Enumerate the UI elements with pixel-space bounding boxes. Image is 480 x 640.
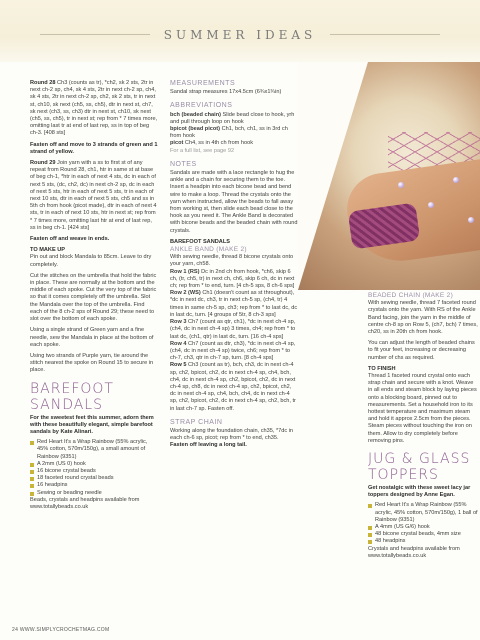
barefoot-sandals-title: BAREFOOT SANDALS (30, 380, 114, 413)
measurements-heading: MEASUREMENTS (170, 80, 236, 87)
crystal-bead (428, 202, 434, 208)
header-band (0, 0, 480, 62)
list-item: Sewing or beading needle (30, 490, 158, 497)
jug-materials-list (368, 502, 478, 545)
sandals-intro: For the sweetest feet this summer, adorn them with these beautifully elegant, simple barefoot sandals by Kate Alinari. (30, 414, 154, 435)
beaded-text: With sewing needle, thread 7 faceted round crystals onto the yarn. With RS of the Ankle Band facing, join the yarn in the middle of centre ch-8 sp on Row 5, (ch7, bch) 7 times, ch20, ss in 20th ch from hook. (368, 300, 478, 336)
round-29: Round 29 Join yarn with a ss to first st of any repeat from Round 28, ch1, htr in same st at base of beg ch-1, *htr in each of next 4 sts, dc in each of next 5 sts, (dc, ch2, dc) in next ch-2 sp, dc in each of next 5 sts, htr in each of next 5 sts, tr in each of next 10 sts, dtr in each of next 5 sts, ch5 and ss in 5th ch from hook (picot made), dtr in each of next 4 sts, tr in each of next 10 sts, htr in next st; rep from * 7 times more, omitting last htr at end of last rep, ss in beg ch-1. [424 sts] (30, 160, 157, 231)
abbr-item: bpicot (bead picot) Ch1, bch, ch1, ss in 3rd ch from hook (170, 126, 288, 140)
barefoot-sandals-heading: BAREFOOT SANDALS (170, 238, 230, 245)
crystal-bead (453, 177, 459, 183)
list-item: 48 bicone crystal beads, 4mm size (368, 531, 478, 538)
header-rule-right (330, 34, 440, 35)
round-28: Round 28 Ch3 (counts as tr), *ch2, sk 2 sts, 2tr in next ch-2 sp, ch4, sk 4 sts, 2tr in next ch-2 sp, ch4, sk 4 sts, 2tr in next ch-2 sp, ch2, sk 2 sts, tr in next st, ch10, sk next (ch5, ss, ch5), dtr in next st, ch7, sk next (ch3, ss, ch3) dtr in next st, ch10, sk next (ch5, ss, ch5), tr in next st; rep from * 7 times more, omitting last tr at end of last rep, ss in top of beg ch-3. [408 sts] (30, 80, 158, 137)
page-footer: 24 WWW.SIMPLYCROCHETMAG.COM (12, 627, 110, 633)
right-column (368, 292, 478, 564)
pattern-row: Row 3 Ch7 (count as qtr, ch1), *dc in next ch-4 sp, (ch4, dc in next ch-4 sp) 3 times, ch4; rep from * to last dc, (ch1, qtr) in last dc, turn. [16 ch-4 sps] (170, 319, 296, 340)
finish-text: Thread 1 faceted round crystal onto each strap chain and secure with a knot. Weave in all ends and steam block by laying pieces onto a blocking board, pinned out to measurements. Set a household iron to its hottest temperature and maximum steam and hold it approx 2.5cm from the pieces. Steam pieces without touching the iron on them. Allow to dry completely before removing pins. (368, 373, 477, 444)
to-finish-heading: TO FINISH (368, 365, 396, 372)
jug-glass-toppers-title: JUG & GLASS TOPPERS (368, 451, 471, 484)
beaded-chain-heading: BEADED CHAIN (MAKE 2) (368, 292, 454, 299)
abbr-item: picot Ch4, ss in 4th ch from hook (170, 140, 254, 147)
strap-text: Working along the foundation chain, ch35, *7dc in each ch-6 sp, picot; rep from * to end, ch35. (170, 427, 294, 442)
strap-chain-heading: STRAP CHAIN (170, 418, 223, 426)
jug-intro: Get nostalgic with these sweet lacy jar toppers designed by Anne Egan. (368, 485, 471, 499)
left-column (30, 80, 158, 515)
makeup-para: Cut the stitches on the umbrella that hold the fabric in place. These are normally at the bottom and the middle of each spoke. Cut the very top of the fabric so that it comes completely off the umbrella. Slot the Mandala over the top of the umbrella. Find each of the 8 ch-2 sps of Round 29; these need to slot over the bottom of each spoke. (30, 272, 157, 323)
makeup-para: Using two strands of Purple yarn, tie around the stitch nearest the spoke on Round 15 to secure in place. (30, 352, 154, 374)
abbreviations-heading: ABBREVIATIONS (170, 102, 233, 110)
pattern-row: Row 4 Ch7 (count as dtr, ch3), *dc in next ch-4 sp, (ch4, dc in next ch-4 sp) twice, ch6; rep from * to ch-7, ch3, qtr in ch-7 sp, turn. [8 ch-4 sps] (170, 340, 296, 362)
list-item: 16 bicone crystal beads (30, 468, 158, 475)
jug-availability: Crystals and headpins available from www.totallybeads.co.uk (368, 545, 460, 559)
fasten-off-1: Fasten off and move to 3 strands of green and 1 strand of yellow. (30, 141, 158, 155)
strap-fasten: Fasten off leaving a long tail. (170, 442, 247, 449)
pattern-row: Row 5 Ch3 (count as tr), bch, ch3, dc in next ch-4 sp, ch2, bpicot, ch2, dc in next ch-4 sp, ch4, bch, ch4, dc in next ch-4 sp, ch2, bpicot, ch2, dc in next ch-4 sp, ch8, dc in next ch-4 sp, ch2, bpicot, ch2, dc in next ch-4 sp, ch4, bch, ch4, dc in next ch-4 sp, ch2, bpicot, ch2, dc in next ch-4 sp, ch2, bch, tr in last ch-7 sp. Fasten off. (170, 362, 296, 412)
notes-text: Sandals are made with a lace rectangle to hug the ankle and a chain for securing them to the toe. Insert a headpin into each bicone bead and bend wire to make a loop. Thread the crystals onto the yarn when instructed, allow the beads to fall away from working st, then slide each bead close to the hook as you need it. The Ankle Band is decorated with bicone beads and the beaded chain with round crystals. (170, 170, 298, 234)
makeup-para: Pin out and block Mandala to 85cm. Leave to dry completely. (30, 254, 152, 268)
abbr-item: bch (beaded chain) Slide bead close to hook, yrh and pull through loop on hook (170, 111, 295, 125)
fasten-off-2: Fasten off and weave in ends. (30, 236, 110, 243)
makeup-para: Using a single strand of Green yarn and a fine needle, sew the Mandala in place at the bottom of each spoke. (30, 327, 154, 348)
list-item: A 4mm (US G/6) hook (368, 524, 478, 531)
sandals-availability: Beads, crystals and headpins available from www.totallybeads.co.uk (30, 496, 140, 510)
crystal-bead (398, 182, 404, 188)
ankle-band-heading: ANKLE BAND (MAKE 2) (170, 246, 247, 254)
list-item: Red Heart It's a Wrap Rainbow (55% acrylic, 45% cotton, 570m/150g), 1 ball of Rainbow (9351) (368, 502, 478, 524)
crystal-bead (468, 217, 474, 223)
sandals-materials-list (30, 439, 158, 497)
sandal-photo (298, 62, 480, 290)
ankle-intro: With sewing needle, thread 8 bicone crystals onto your yarn, ch58. (170, 254, 294, 268)
pattern-row: Row 1 (RS) Dc in 2nd ch from hook, *ch6, skip 6 ch, (tr, ch5, tr) in next ch, ch6, skip 6 ch, dc in next ch; rep from * to end, turn. [4 ch-5 sps, 8 ch-6 sps] (170, 268, 295, 290)
list-item: 16 headpins (30, 482, 158, 489)
beaded-text-2: You can adjust the length of beaded chains to fit your feet, increasing or decreasing number of chs as required. (368, 340, 475, 361)
list-item: 18 faceted round crystal beads (30, 475, 158, 482)
to-make-up-heading: TO MAKE UP (30, 247, 66, 254)
list-item: A 2mm (US 0) hook (30, 461, 158, 468)
list-item: 48 headpins (368, 538, 478, 545)
middle-column (170, 80, 298, 450)
abbr-more-link: For a full list, see page 92 (170, 147, 235, 154)
pattern-row: Row 2 (WS) Ch1 (doesn't count as st throughout), *dc in next dc, ch3, tr in next ch-5 sp, (ch4, tr) 4 times in same ch-5 sp, ch3; rep from * to last dc, dc in last dc, turn. [4 groups of 5tr, 8 ch-3 sps] (170, 290, 298, 318)
measurements-text: Sandal strap measures 17x4.5cm (6¾x1¾in) (170, 89, 282, 96)
list-item: Red Heart It's a Wrap Rainbow (55% acrylic, 45% cotton, 570m/150g), a small amount of Rainbow (9351) (30, 439, 158, 461)
photo-corner-mask (298, 62, 368, 290)
page-section-title: SUMMER IDEAS (163, 28, 317, 42)
notes-heading: NOTES (170, 160, 197, 168)
